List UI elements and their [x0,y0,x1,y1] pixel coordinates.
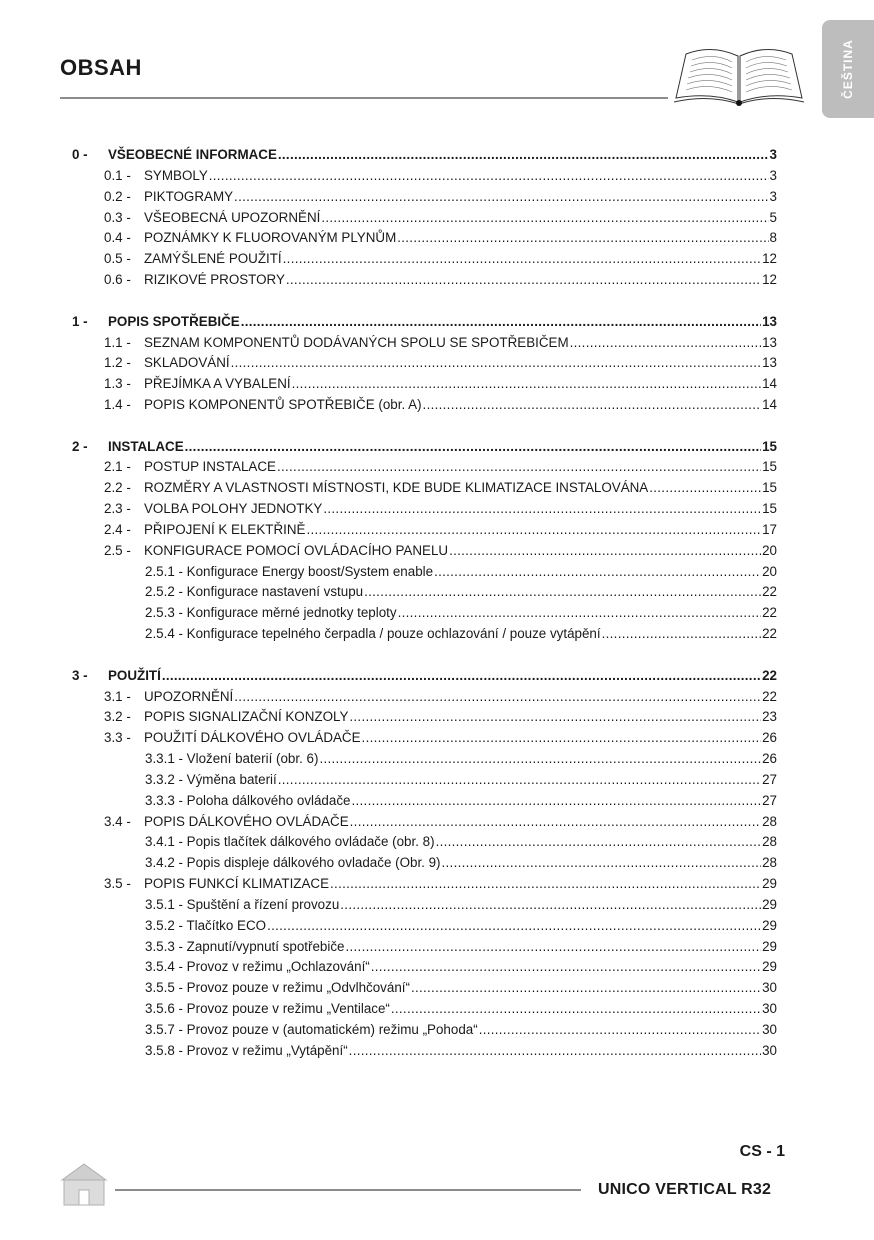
toc-entry-page: 28 [762,834,777,850]
dot-leader [350,813,761,830]
dot-leader [346,938,762,955]
toc-entry-title: POSTUP INSTALACE [144,459,276,475]
dot-leader [330,875,761,892]
toc-entry-title: 3.3.3 - Poloha dálkového ovládače [145,792,351,808]
toc-entry-title: 2.5.3 - Konfigurace měrné jednotky teploty [145,605,397,621]
dot-leader [449,542,761,559]
toc-entry-title: VŠEOBECNÁ UPOZORNĚNÍ [144,209,321,225]
dot-leader [349,1042,761,1059]
toc-entry-number: 0.3 - [104,209,131,225]
toc-entry-page: 17 [762,521,777,537]
dot-leader [602,625,761,642]
dot-leader [371,958,761,975]
open-book-icon [672,42,806,106]
dot-leader [306,521,761,538]
dot-leader [434,563,761,580]
toc-entry-title: 3.5.6 - Provoz pouze v režimu „Ventilace“ [145,1001,390,1016]
toc-entry-title: POPIS DÁLKOVÉHO OVLÁDAČE [144,813,349,829]
dot-leader [351,792,761,809]
dot-leader [362,729,762,746]
toc-entry[interactable] [145,896,777,913]
toc-entry[interactable] [72,146,777,163]
toc-entry[interactable] [145,750,777,767]
toc-entry-page: 26 [762,730,777,746]
toc-entry-number: 2.5 - [104,542,131,558]
toc-entry-title: PŘIPOJENÍ K ELEKTŘINĚ [144,521,306,537]
toc-entry-number: 1.3 - [104,376,131,392]
toc-entry-page: 3 [769,147,777,162]
toc-entry-page: 29 [762,959,777,975]
dot-leader [321,209,768,226]
toc-entry-number: 2.4 - [104,521,131,537]
toc-entry-title: 3.5.7 - Provoz pouze v (automatickém) režimu „Pohoda“ [145,1021,478,1037]
dot-leader [185,438,761,455]
toc-entry-page: 27 [762,771,777,787]
toc-entry-title: VŠEOBECNÉ INFORMACE [108,147,277,162]
toc-entry-page: 13 [762,355,777,371]
toc-entry-title: 3.5.3 - Zapnutí/vypnutí spotřebiče [145,938,345,954]
toc-entry[interactable] [104,500,777,517]
toc-entry-title: 3.5.5 - Provoz pouze v režimu „Odvlhčování“ [145,980,410,996]
toc-entry-number: 1.1 - [104,334,131,350]
toc-entry[interactable] [104,334,777,351]
dot-leader [283,250,761,267]
dot-leader [231,354,762,371]
toc-entry-page: 20 [762,542,777,558]
dot-leader [292,375,761,392]
title-divider [60,97,668,99]
toc-entry-number: 0.5 - [104,251,131,267]
dot-leader [423,396,762,413]
toc-entry-number: 0.6 - [104,272,131,287]
toc-entry-title: 3.5.2 - Tlačítko ECO [145,917,267,933]
toc-entry[interactable] [104,875,777,892]
toc-entry[interactable] [145,938,777,955]
toc-entry-title: POUŽITÍ DÁLKOVÉHO OVLÁDAČE [144,730,361,746]
toc-entry-number: 1.4 - [104,397,131,412]
toc-entry[interactable] [145,1021,777,1038]
toc-entry-page: 23 [762,709,777,725]
toc-entry-page: 15 [762,501,777,517]
toc-entry-page: 3 [769,188,777,204]
toc-entry-page: 22 [762,626,777,642]
language-tab [822,20,874,118]
dot-leader [209,167,769,184]
toc-entry-page: 14 [762,376,777,392]
toc-entry-page: 30 [762,1021,777,1037]
toc-entry-title: VOLBA POLOHY JEDNOTKY [144,501,323,517]
dot-leader [234,188,769,205]
toc-entry-title: POZNÁMKY K FLUOROVANÝM PLYNŮM [144,230,397,246]
toc-entry[interactable] [145,854,777,871]
toc-entry[interactable] [72,438,777,455]
toc-entry-title: 3.3.2 - Výměna baterií [145,771,277,787]
toc-entry-page: 30 [762,980,777,996]
dot-leader [278,146,769,163]
toc-entry-page: 13 [762,313,777,329]
toc-entry-title: 2.5.2 - Konfigurace nastavení vstupu [145,584,364,600]
page-number: CS - 1 [739,1143,785,1160]
toc-entry-page: 30 [762,1001,777,1016]
toc-entry[interactable] [145,958,777,975]
toc-entry-page: 28 [762,855,777,871]
toc-entry[interactable] [104,458,777,475]
toc-entry-title: INSTALACE [108,438,184,454]
toc-entry[interactable] [72,667,777,684]
toc-entry[interactable] [104,729,777,746]
toc-entry-page: 22 [762,667,777,683]
toc-entry[interactable] [104,167,777,184]
toc-entry-page: 22 [762,584,777,600]
toc-entry[interactable] [104,250,777,267]
dot-leader [162,667,761,684]
toc-entry-title: POPIS SIGNALIZAČNÍ KONZOLY [144,709,349,725]
toc-entry[interactable] [104,188,777,205]
footer-divider [115,1189,581,1191]
toc-entry[interactable] [145,583,777,600]
toc-entry[interactable] [104,708,777,725]
toc-entry-title: POPIS KOMPONENTŮ SPOTŘEBIČE (obr. A) [144,397,422,412]
toc-entry-page: 12 [762,251,777,267]
dot-leader [436,833,762,850]
toc-entry-title: 3.4.1 - Popis tlačítek dálkového ovládače (obr. 8) [145,834,435,850]
toc-entry[interactable] [145,833,777,850]
toc-entry[interactable] [104,271,777,288]
toc-entry-page: 22 [762,688,777,704]
toc-entry[interactable] [145,979,777,996]
toc-entry-number: 0.1 - [104,167,131,183]
toc-entry-title: 3.5.1 - Spuštění a řízení provozu [145,896,340,912]
toc-entry[interactable] [145,604,777,621]
dot-leader [234,688,761,705]
toc-entry-page: 3 [769,167,777,183]
toc-entry[interactable] [104,521,777,538]
dot-leader [397,229,768,246]
toc-entry-title: PIKTOGRAMY [144,188,234,204]
dot-leader [391,1000,761,1017]
toc-entry-title: SKLADOVÁNÍ [144,355,230,371]
toc-entry-title: UPOZORNĚNÍ [144,688,234,704]
dot-leader [649,479,761,496]
dot-leader [340,896,761,913]
toc-entry-title: SEZNAM KOMPONENTŮ DODÁVANÝCH SPOLU SE SPOTŘEBIČEM [144,334,569,350]
toc-entry-title: 3.3.1 - Vložení baterií (obr. 6) [145,751,319,767]
toc-entry[interactable] [145,1000,777,1017]
toc-entry[interactable] [145,771,777,788]
toc-entry-page: 29 [762,896,777,912]
toc-entry[interactable] [145,1042,777,1059]
dot-leader [411,979,761,996]
toc-entry[interactable] [145,917,777,934]
toc-entry-page: 26 [762,751,777,767]
toc-entry-page: 20 [762,563,777,579]
dot-leader [277,458,761,475]
toc-entry-title: 3.5.8 - Provoz v režimu „Vytápění“ [145,1042,348,1058]
toc-entry-number: 2.1 - [104,459,131,475]
toc-entry-number: 0.4 - [104,230,131,246]
dot-leader [241,313,761,330]
toc-entry-number: 3.3 - [104,730,131,746]
toc-entry-title: KONFIGURACE POMOCÍ OVLÁDACÍHO PANELU [144,542,449,558]
home-icon[interactable] [60,1162,108,1206]
toc-entry[interactable] [104,209,777,226]
dot-leader [267,917,761,934]
toc-entry[interactable] [104,688,777,705]
toc-entry-title: 3.4.2 - Popis displeje dálkového ovladače (Obr. 9) [145,855,441,871]
toc-entry-title: SYMBOLY [144,167,208,183]
toc-entry-number: 3 - [72,667,88,683]
toc-entry-title: ZAMÝŠLENÉ POUŽITÍ [144,251,282,267]
toc-entry-number: 3.4 - [104,813,131,829]
toc-entry-page: 27 [762,792,777,808]
toc-entry-number: 2.2 - [104,480,131,496]
toc-entry[interactable] [72,313,777,330]
toc-entry-page: 12 [762,272,777,287]
toc-entry-page: 28 [762,813,777,829]
toc-entry-title: 2.5.4 - Konfigurace tepelného čerpadla / pouze ochlazování / pouze vytápění [145,626,601,642]
toc-entry-page: 15 [762,480,777,496]
toc-entry-number: 3.2 - [104,709,131,725]
toc-entry-number: 3.1 - [104,688,131,704]
toc-entry-title: POPIS SPOTŘEBIČE [108,313,240,329]
language-label: ČEŠTINA [841,39,856,99]
toc-entry[interactable] [104,542,777,559]
dot-leader [364,583,761,600]
toc-entry[interactable] [104,813,777,830]
dot-leader [398,604,762,621]
toc-entry-page: 15 [762,459,777,475]
toc-entry[interactable] [104,229,777,246]
dot-leader [349,708,761,725]
toc-entry-page: 29 [762,917,777,933]
toc-entry-number: 2.3 - [104,501,131,517]
toc-entry-title: ROZMĚRY A VLASTNOSTI MÍSTNOSTI, KDE BUDE KLIMATIZACE INSTALOVÁNA [144,480,649,496]
toc-entry[interactable] [104,479,777,496]
toc-entry-number: 2 - [72,438,88,454]
dot-leader [319,750,761,767]
toc-entry-number: 0 - [72,147,88,162]
dot-leader [570,334,761,351]
toc-entry-page: 5 [769,209,777,225]
toc-entry-page: 29 [762,938,777,954]
toc-entry-title: POUŽITÍ [108,667,161,683]
toc-entry-number: 1 - [72,313,88,329]
dot-leader [442,854,762,871]
toc-entry-number: 3.5 - [104,876,131,891]
dot-leader [323,500,761,517]
toc-entry-title: PŘEJÍMKA A VYBALENÍ [144,376,291,392]
toc-entry-page: 14 [762,397,777,412]
dot-leader [479,1021,761,1038]
toc-entry-page: 29 [762,876,777,891]
toc-entry-page: 30 [762,1042,777,1058]
toc-entry-page: 8 [769,230,777,246]
toc-entry-title: 3.5.4 - Provoz v režimu „Ochlazování“ [145,959,370,975]
toc-entry-title: 2.5.1 - Konfigurace Energy boost/System enable [145,563,434,579]
toc-entry-number: 0.2 - [104,188,131,204]
dot-leader [278,771,761,788]
toc-entry[interactable] [104,375,777,392]
toc-entry[interactable] [145,792,777,809]
toc-entry[interactable] [145,563,777,580]
page-title: OBSAH [60,55,142,80]
toc-entry-number: 1.2 - [104,355,131,371]
toc-entry[interactable] [104,396,777,413]
toc-entry-title: POPIS FUNKCÍ KLIMATIZACE [144,876,330,891]
toc-entry-page: 13 [762,334,777,350]
product-name: UNICO VERTICAL R32 [598,1181,772,1198]
toc-entry[interactable] [104,354,777,371]
toc-entry-title: RIZIKOVÉ PROSTORY [144,272,285,287]
toc-entry-page: 22 [762,605,777,621]
dot-leader [286,271,761,288]
toc-entry-page: 15 [762,438,777,454]
toc-entry[interactable] [145,625,777,642]
